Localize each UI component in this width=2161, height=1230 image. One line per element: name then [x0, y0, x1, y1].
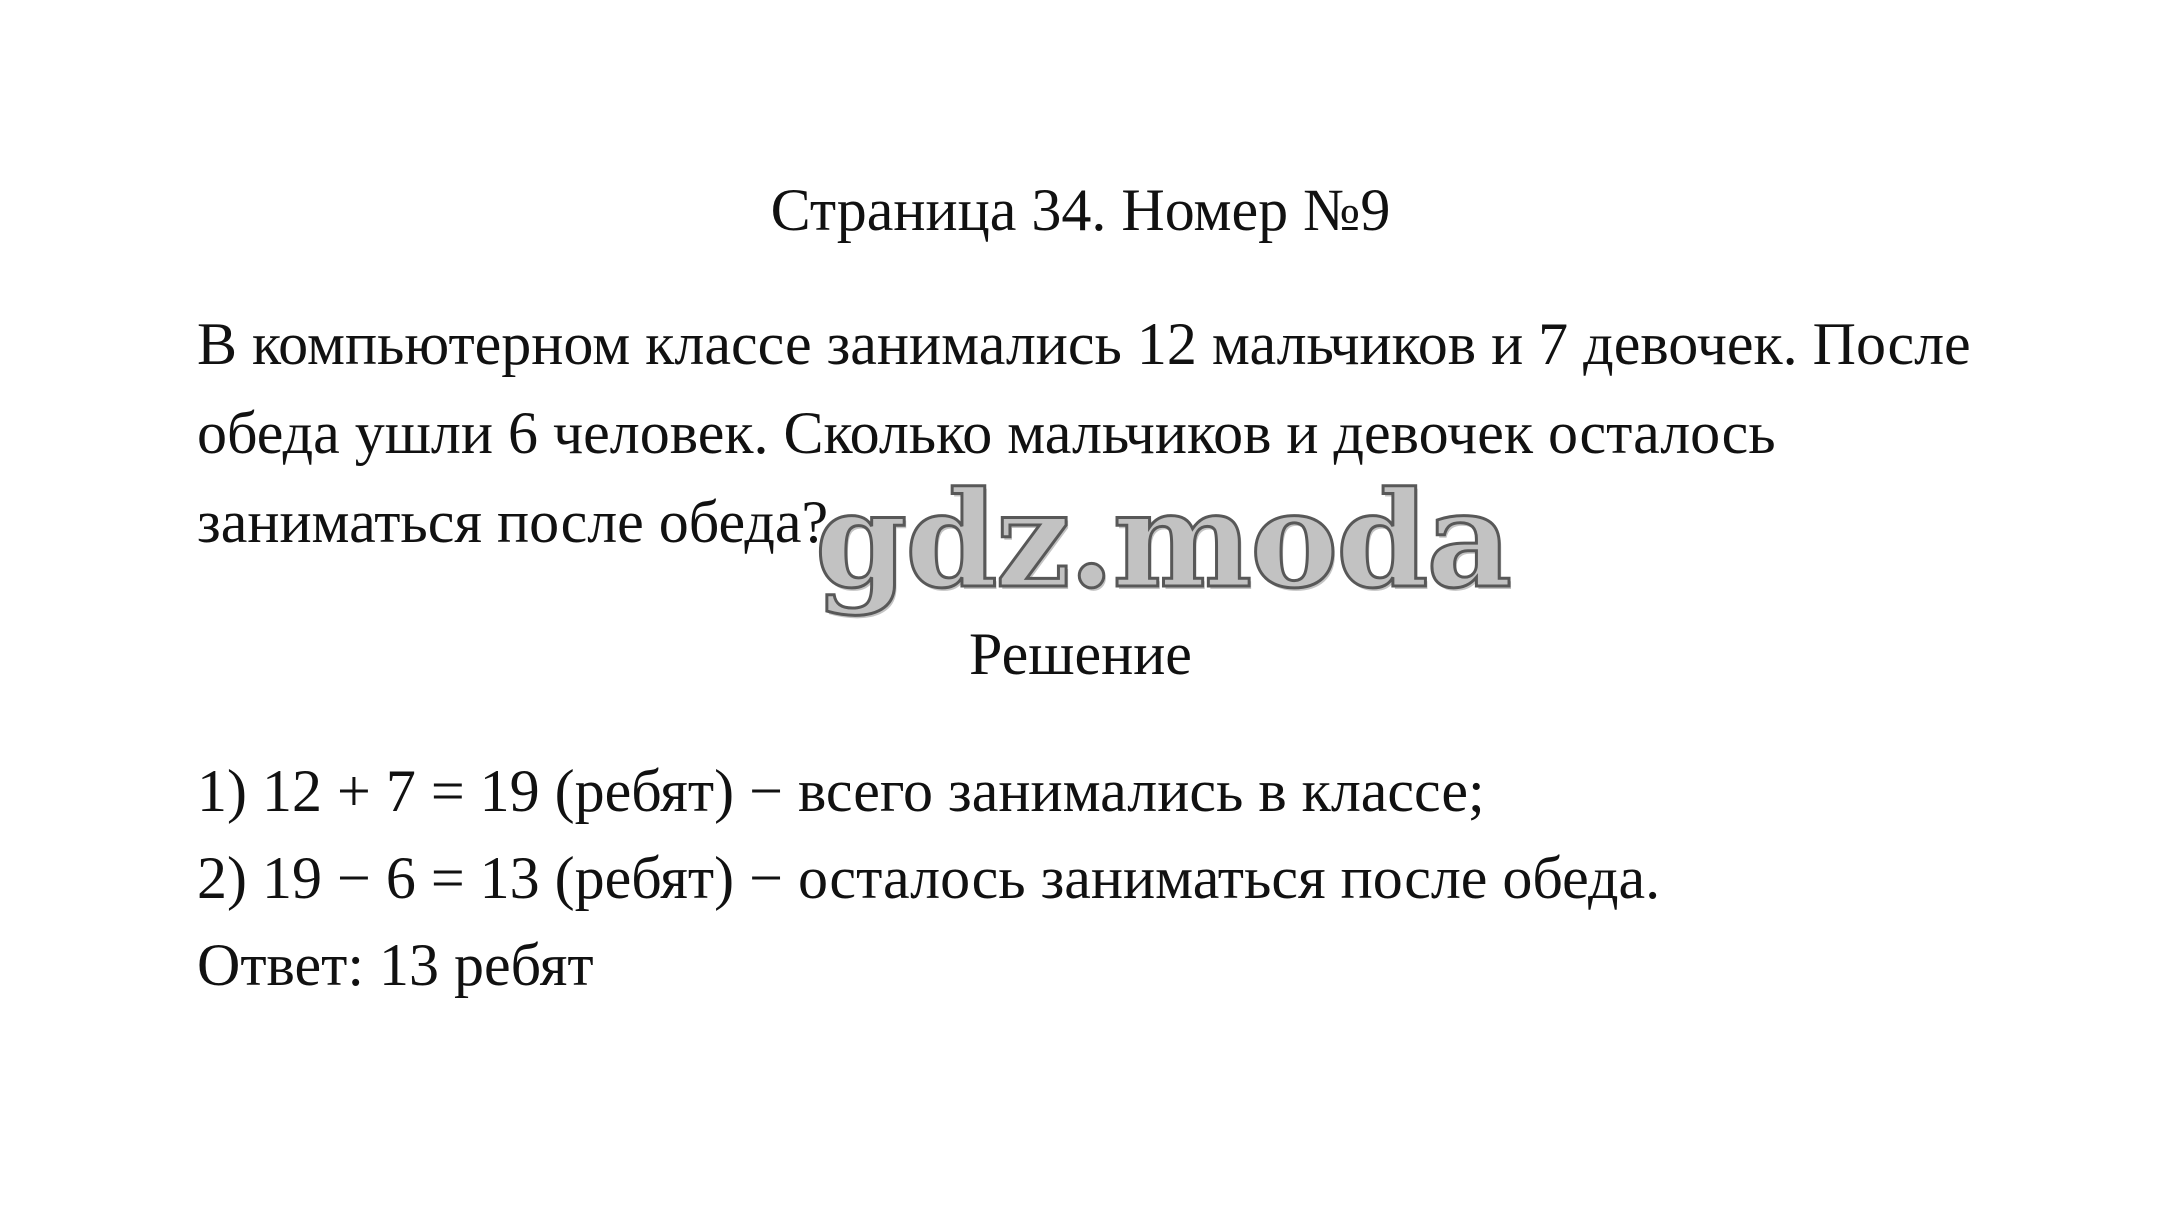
solution-step-1: 1) 12 + 7 = 19 (ребят) − всего занимались в классе; [197, 758, 1485, 824]
solution-title: Решение [969, 621, 1192, 687]
problem-line-1: В компьютерном классе занимались 12 мальчиков и 7 девочек. После [197, 311, 1971, 377]
problem-line-3: заниматься после обеда? [197, 489, 829, 555]
watermark-logo: gdz.moda [815, 463, 1511, 618]
solution-step-2: 2) 19 − 6 = 13 (ребят) − осталось заниматься после обеда. [197, 845, 1661, 911]
problem-line-2: обеда ушли 6 человек. Сколько мальчиков и девочек осталось [197, 400, 1776, 466]
page-heading: Страница 34. Номер №9 [770, 177, 1391, 243]
answer-line: Ответ: 13 ребят [197, 932, 594, 998]
solution-body [197, 748, 2097, 1009]
